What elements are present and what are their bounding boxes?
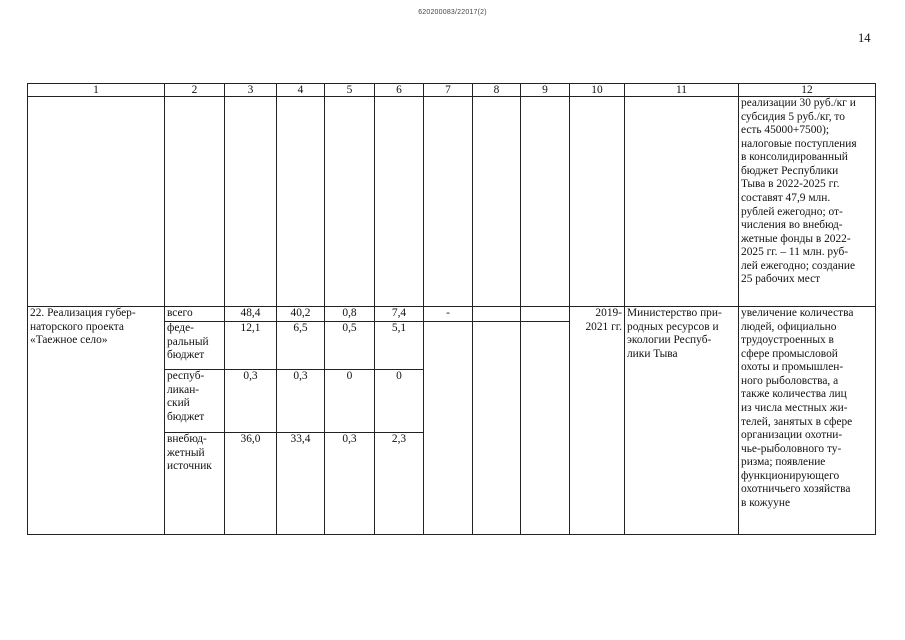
- empty-cell: [424, 322, 473, 535]
- source-cell: феде- ральный бюджет: [165, 322, 225, 370]
- source-cell: всего: [165, 307, 225, 322]
- result-text: увеличение количества людей, официально трудоустроенных в сфере промысловой охоты и промышлен- ного рыболовства, а также количества лиц из числа местных жи- телей, занятых в сфере организации охотни- чье-рыболовного ту- ризма; появление функционирующего охотничьего хозяйства в кожууне: [741, 307, 854, 509]
- value-cell: 33,4: [277, 433, 325, 535]
- value-cell: 0,3: [325, 433, 375, 535]
- column-header: 1: [28, 84, 165, 97]
- empty-cell: [165, 97, 225, 307]
- empty-cell: [225, 97, 277, 307]
- table-row: [28, 307, 876, 322]
- column-header: 9: [521, 84, 570, 97]
- empty-cell: [325, 97, 375, 307]
- column-header: 6: [375, 84, 424, 97]
- continuation-row: [28, 97, 876, 307]
- column-header: 4: [277, 84, 325, 97]
- period-cell: [570, 307, 625, 535]
- value-cell: 2,3: [375, 433, 424, 535]
- empty-cell: [521, 97, 570, 307]
- value-cell: -: [424, 307, 473, 322]
- item-name: 22. Реализация губер- наторского проекта «Таежное село»: [30, 307, 136, 347]
- value-cell: 40,2: [277, 307, 325, 322]
- empty-cell: [277, 97, 325, 307]
- empty-cell: [375, 97, 424, 307]
- value-cell: 7,4: [375, 307, 424, 322]
- result-cell: [739, 307, 876, 535]
- source-cell: внебюд- жетный источник: [165, 433, 225, 535]
- empty-cell: [521, 307, 570, 322]
- column-header: 3: [225, 84, 277, 97]
- continuation-result-cell: [739, 97, 876, 307]
- source-cell: респуб- ликан- ский бюджет: [165, 370, 225, 433]
- column-header: 5: [325, 84, 375, 97]
- column-header: 10: [570, 84, 625, 97]
- value-cell: 0,5: [325, 322, 375, 370]
- value-cell: 0,8: [325, 307, 375, 322]
- period: 2019- 2021 гг.: [585, 307, 622, 333]
- empty-cell: [625, 97, 739, 307]
- page-number: 14: [858, 31, 871, 45]
- column-header: 2: [165, 84, 225, 97]
- column-header: 7: [424, 84, 473, 97]
- column-header: 11: [625, 84, 739, 97]
- empty-cell: [521, 322, 570, 535]
- column-number-row: [28, 84, 876, 97]
- empty-cell: [473, 322, 521, 535]
- document-id: 620200083/22017(2): [418, 9, 487, 16]
- value-cell: 36,0: [225, 433, 277, 535]
- item-name-cell: [28, 307, 165, 535]
- value-cell: 48,4: [225, 307, 277, 322]
- empty-cell: [28, 97, 165, 307]
- empty-cell: [570, 97, 625, 307]
- value-cell: 0,3: [225, 370, 277, 433]
- executor-cell: [625, 307, 739, 535]
- column-header: 12: [739, 84, 876, 97]
- executor: Министерство при- родных ресурсов и экологии Респуб- лики Тыва: [627, 307, 722, 360]
- column-header: 8: [473, 84, 521, 97]
- empty-cell: [473, 307, 521, 322]
- empty-cell: [473, 97, 521, 307]
- program-table: [27, 83, 876, 535]
- continuation-text: реализации 30 руб./кг и субсидия 5 руб./кг, то есть 45000+7500); налоговые поступления в консолидированный бюджет Республики Тыва в 2022-2025 гг. составят 47,9 млн. рублей ежегодно; от- числения во внебюд- жетные фонды в 2022- 2025 гг. – 11 млн. руб- лей ежегодно; создание 25 рабочих мест: [741, 97, 857, 286]
- value-cell: 5,1: [375, 322, 424, 370]
- value-cell: 0,3: [277, 370, 325, 433]
- empty-cell: [424, 97, 473, 307]
- value-cell: 6,5: [277, 322, 325, 370]
- value-cell: 12,1: [225, 322, 277, 370]
- value-cell: 0: [325, 370, 375, 433]
- value-cell: 0: [375, 370, 424, 433]
